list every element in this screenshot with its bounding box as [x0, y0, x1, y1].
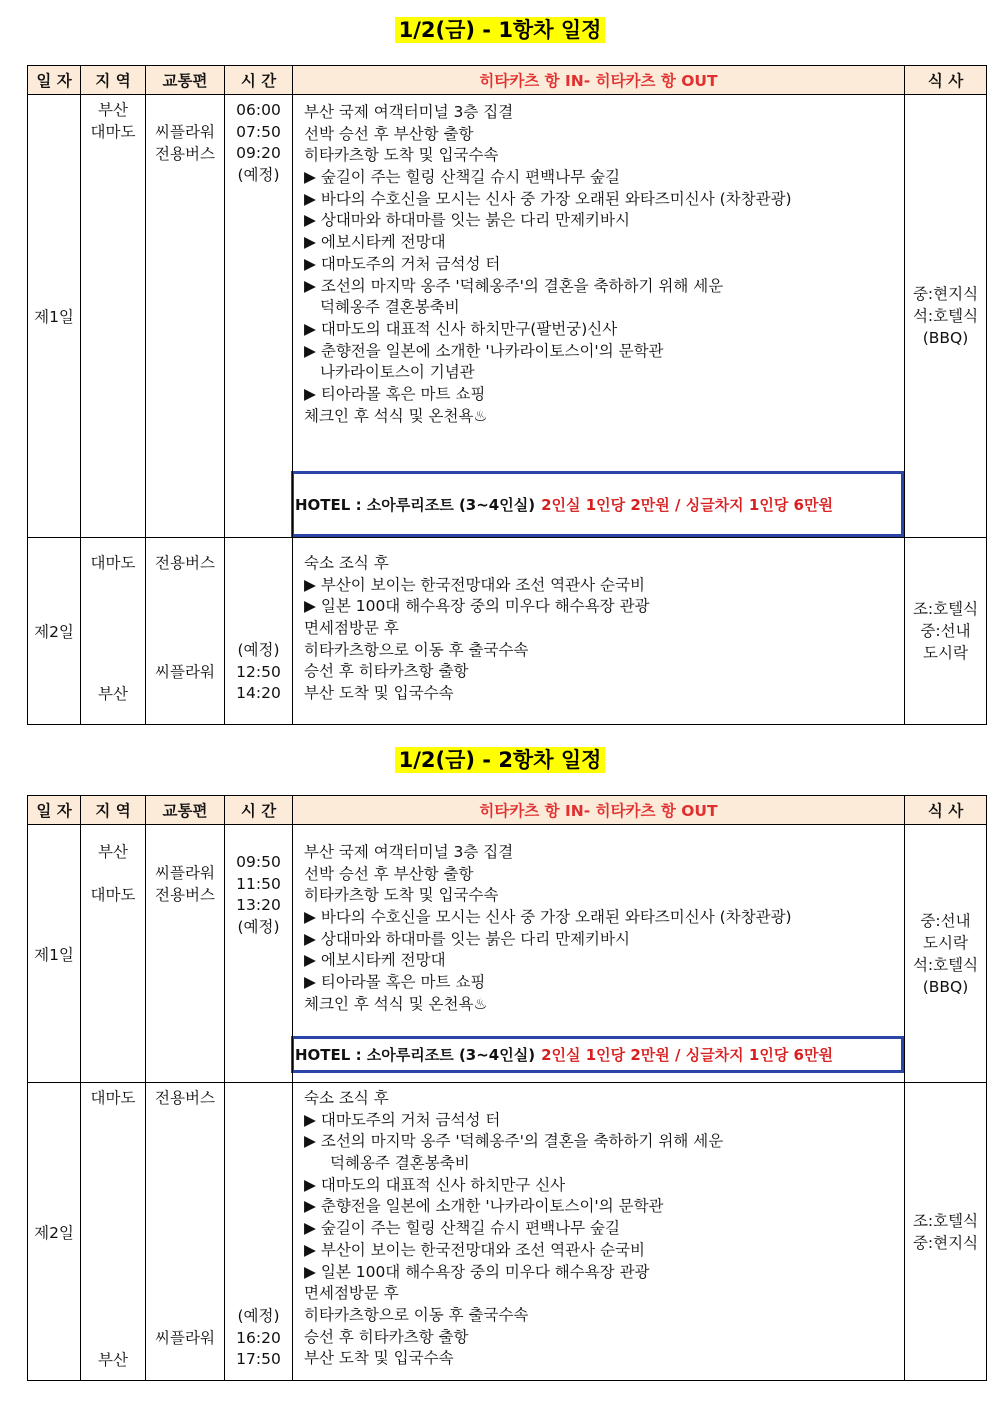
table-header: [28, 66, 987, 95]
meal-item: 중:현지식: [912, 285, 979, 303]
table-row: [28, 1083, 987, 1381]
itinerary-line: ▶ 에보시타케 전망대: [304, 233, 446, 252]
time-value: 06:00: [236, 101, 281, 119]
time-cell: [225, 95, 293, 538]
itinerary-line: 히타카츠항으로 이동 후 출국수속: [304, 1305, 529, 1324]
region-name: 대마도: [90, 1089, 136, 1107]
time-value: (예정): [237, 166, 280, 185]
itinerary-line: ▶ 바다의 수호신을 모시는 신사 중 가장 오래된 와타즈미신사 (차창관광): [304, 908, 792, 927]
itinerary-line: ▶ 조선의 마지막 옹주 '덕혜옹주'의 결혼을 축하하기 위해 세운: [304, 1132, 724, 1151]
header-time: 시 간: [225, 66, 293, 95]
itinerary-line: 나카라이토스이 기념관: [320, 363, 475, 382]
region-cell: [81, 1083, 146, 1381]
region-name: 부산: [98, 101, 128, 119]
itinerary-cell: [293, 1083, 905, 1381]
itinerary-line: 승선 후 히타카츠항 출항: [304, 1327, 469, 1346]
time-value: (예정): [237, 641, 280, 659]
header-region: 지 역: [81, 66, 146, 95]
meal-cell: [905, 1083, 987, 1381]
header-time: 시 간: [225, 796, 293, 825]
transport-name: 전용버스: [155, 1089, 215, 1107]
hotel-price: 2인실 1인당 2만원 / 싱글차지 1인당 6만원: [541, 1046, 833, 1064]
day-label: 제2일: [28, 538, 81, 725]
region-name: 부산: [98, 1351, 128, 1369]
itinerary-cell: [293, 95, 905, 538]
itinerary-cell: [293, 538, 905, 725]
transport-name: 씨플라워: [155, 1329, 215, 1347]
itinerary-line: 면세점방문 후: [304, 1284, 399, 1303]
transport-cell: [146, 95, 225, 538]
meal-item: (BBQ): [922, 329, 969, 347]
itinerary-line: ▶ 에보시타케 전망대: [304, 951, 446, 970]
itinerary-line: ▶ 티아라몰 혹은 마트 쇼핑: [304, 973, 486, 992]
itinerary-line: 체크인 후 석식 및 온천욕♨: [304, 406, 488, 425]
itinerary-line: 덕혜옹주 결혼봉축비: [320, 298, 460, 317]
hotel-name: HOTEL : 소아루리조트 (3~4인실): [295, 1046, 536, 1064]
time-value: (예정): [237, 1307, 280, 1325]
header-route: 히타카츠 항 IN- 히타카츠 항 OUT: [293, 796, 905, 825]
header-meal: 식 사: [905, 66, 987, 95]
region-cell: [81, 95, 146, 538]
itinerary-line: ▶ 대마도의 대표적 신사 하치만구(팔번궁)신사: [304, 319, 618, 338]
hotel-price: 2인실 1인당 2만원 / 싱글차지 1인당 6만원: [541, 495, 833, 514]
itinerary-line: 선박 승선 후 부산항 출항: [304, 124, 474, 143]
meal-item: (BBQ): [922, 977, 969, 996]
meal-cell: [905, 538, 987, 725]
itinerary-line: 숙소 조식 후: [304, 1089, 389, 1107]
transport-name: 전용버스: [155, 554, 215, 572]
region-cell: [81, 825, 146, 1083]
header-meal: 식 사: [905, 796, 987, 825]
transport-name: 씨플라워: [155, 663, 215, 681]
header-day: 일 자: [28, 66, 81, 95]
day-label: 제1일: [28, 95, 81, 538]
itinerary-line: ▶ 춘향전을 일본에 소개한 '나카라이토스이'의 문학관: [304, 1197, 664, 1216]
region-name: 대마도: [90, 554, 136, 572]
meal-item: 도시락: [923, 933, 968, 952]
itinerary-cell: [293, 825, 905, 1083]
header-transport: 교통편: [146, 66, 225, 95]
itinerary-line: ▶ 부산이 보이는 한국전망대와 조선 역관사 순국비: [304, 575, 645, 594]
itinerary-line: ▶ 대마도주의 거처 금석성 터: [304, 254, 501, 273]
time-value: 13:20: [236, 896, 281, 915]
itinerary-line: ▶ 티아라몰 혹은 마트 쇼핑: [304, 384, 486, 403]
itinerary-line: 히타카츠항으로 이동 후 출국수속: [304, 640, 529, 659]
itinerary-line: 부산 국제 여객터미널 3층 집결: [304, 843, 514, 861]
region-name: 대마도: [90, 122, 136, 141]
hotel-name: HOTEL : 소아루리조트 (3~4인실): [295, 495, 536, 514]
transport-name: 씨플라워: [155, 864, 215, 882]
schedule-table-1: [27, 65, 987, 725]
itinerary-line: ▶ 대마도주의 거처 금석성 터: [304, 1110, 501, 1129]
itinerary-line: ▶ 춘향전을 일본에 소개한 '나카라이토스이'의 문학관: [304, 341, 664, 360]
time-value: (예정): [237, 918, 280, 937]
time-cell: [225, 825, 293, 1083]
schedule-table-2: [27, 795, 987, 1381]
time-value: 17:50: [236, 1350, 281, 1369]
header-route: 히타카츠 항 IN- 히타카츠 항 OUT: [293, 66, 905, 95]
itinerary-line: 체크인 후 석식 및 온천욕♨: [304, 994, 488, 1013]
meal-item: 석:호텔식: [912, 307, 979, 325]
region-name: 부산: [98, 685, 128, 703]
time-value: 11:50: [236, 874, 281, 893]
itinerary-line: ▶ 상대마와 하대마를 잇는 붉은 다리 만제키바시: [304, 929, 630, 948]
schedule-title-2: 1/2(금) - 2항차 일정: [0, 744, 1000, 774]
itinerary-line: ▶ 일본 100대 해수욕장 중의 미우다 해수욕장 관광: [304, 1262, 650, 1281]
meal-item: 도시락: [923, 644, 968, 662]
header-region: 지 역: [81, 796, 146, 825]
itinerary-line: 히타카츠항 도착 및 입국수속: [304, 886, 499, 905]
itinerary-line: ▶ 일본 100대 해수욕장 중의 미우다 해수욕장 관광: [304, 597, 650, 616]
itinerary-line: 숙소 조식 후: [304, 554, 389, 572]
time-value: 07:50: [236, 122, 281, 141]
time-value: 16:20: [236, 1328, 281, 1347]
itinerary-line: ▶ 숲길이 주는 힐링 산책길 슈시 편백나무 숲길: [304, 168, 620, 187]
table-row: [28, 825, 987, 1083]
itinerary-line: 부산 도착 및 입국수속: [304, 1349, 454, 1368]
table-row: [28, 538, 987, 725]
meal-item: 중:현지식: [912, 1233, 979, 1252]
transport-name: 씨플라워: [155, 123, 215, 141]
time-cell: [225, 1083, 293, 1381]
itinerary-line: 승선 후 히타카츠항 출항: [304, 662, 469, 681]
region-name: 대마도: [90, 885, 136, 904]
itinerary-line: ▶ 상대마와 하대마를 잇는 붉은 다리 만제키바시: [304, 211, 630, 230]
region-cell: [81, 538, 146, 725]
time-value: 12:50: [236, 662, 281, 681]
itinerary-line: 부산 도착 및 입국수속: [304, 684, 454, 703]
itinerary-line: ▶ 바다의 수호신을 모시는 신사 중 가장 오래된 와타즈미신사 (차창관광): [304, 189, 792, 208]
transport-cell: [146, 825, 225, 1083]
itinerary-line: 히타카츠항 도착 및 입국수속: [304, 146, 499, 165]
hotel-box: [291, 1036, 904, 1073]
header-day: 일 자: [28, 796, 81, 825]
transport-cell: [146, 1083, 225, 1381]
time-value: 09:20: [236, 144, 281, 163]
time-value: 09:50: [236, 853, 281, 871]
meal-item: 조:호텔식: [912, 600, 979, 618]
meal-item: 조:호텔식: [912, 1211, 979, 1230]
transport-name: 전용버스: [155, 144, 215, 163]
time-cell: [225, 538, 293, 725]
day-label: 제1일: [28, 825, 81, 1083]
meal-cell: [905, 825, 987, 1083]
itinerary-line: 부산 국제 여객터미널 3층 집결: [304, 103, 514, 121]
itinerary-line: ▶ 조선의 마지막 옹주 '덕혜옹주'의 결혼을 축하하기 위해 세운: [304, 276, 724, 295]
table-header: [28, 796, 987, 825]
itinerary-line: 덕혜옹주 결혼봉축비: [330, 1154, 470, 1173]
transport-name: 전용버스: [155, 885, 215, 904]
itinerary-line: ▶ 숲길이 주는 힐링 산책길 슈시 편백나무 숲길: [304, 1219, 620, 1238]
itinerary-line: 선박 승선 후 부산항 출항: [304, 864, 474, 883]
transport-cell: [146, 538, 225, 725]
meal-cell: [905, 95, 987, 538]
day-label: 제2일: [28, 1083, 81, 1381]
header-transport: 교통편: [146, 796, 225, 825]
meal-item: 중:선내: [920, 911, 971, 930]
itinerary-line: 면세점방문 후: [304, 619, 399, 638]
schedule-title-1: 1/2(금) - 1항차 일정: [0, 14, 1000, 44]
hotel-box: [291, 471, 904, 537]
meal-item: 중:선내: [920, 622, 971, 640]
itinerary-line: ▶ 대마도의 대표적 신사 하치만구 신사: [304, 1175, 566, 1194]
time-value: 14:20: [236, 684, 281, 703]
itinerary-line: ▶ 부산이 보이는 한국전망대와 조선 역관사 순국비: [304, 1240, 645, 1259]
table-row: [28, 95, 987, 538]
meal-item: 석:호텔식: [912, 955, 979, 974]
region-name: 부산: [98, 843, 128, 861]
